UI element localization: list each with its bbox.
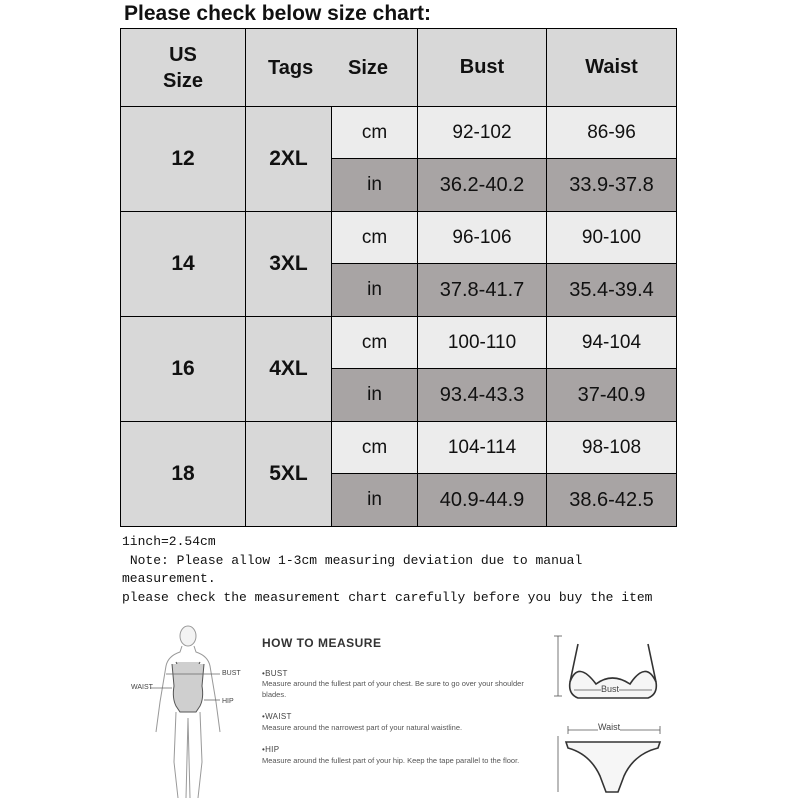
waist-cell: 94-104 bbox=[547, 317, 677, 369]
header-tags: Tags bbox=[268, 57, 314, 79]
tag-cell: 3XL bbox=[246, 212, 332, 317]
figure-bust-label: BUST bbox=[222, 670, 241, 677]
check-note: please check the measurement chart carefully before you buy the item bbox=[122, 589, 653, 605]
waist-cell: 98-108 bbox=[547, 422, 677, 474]
unit-cell: in bbox=[332, 369, 418, 422]
diagram-bust-label: Bust bbox=[601, 684, 620, 694]
unit-cell: cm bbox=[332, 317, 418, 369]
unit-cell: in bbox=[332, 474, 418, 527]
table-row bbox=[121, 317, 677, 369]
bust-cell: 36.2-40.2 bbox=[418, 159, 547, 212]
waist-cell: 86-96 bbox=[547, 107, 677, 159]
us-size-cell: 18 bbox=[121, 422, 246, 527]
tag-cell: 4XL bbox=[246, 317, 332, 422]
tag-cell: 2XL bbox=[246, 107, 332, 212]
waist-cell: 38.6-42.5 bbox=[547, 474, 677, 527]
figure-waist-label: WAIST bbox=[131, 684, 153, 691]
hip-heading: •HIP bbox=[262, 745, 280, 754]
diagram-waist-label: Waist bbox=[598, 722, 621, 732]
hip-description: Measure around the fullest part of your hip. Keep the tape parallel to the floor. bbox=[262, 756, 520, 765]
figure-hip-label: HIP bbox=[222, 698, 234, 705]
header-bust: Bust bbox=[418, 29, 547, 107]
waist-cell: 90-100 bbox=[547, 212, 677, 264]
page-title: Please check below size chart: bbox=[124, 2, 431, 25]
bust-cell: 37.8-41.7 bbox=[418, 264, 547, 317]
bust-cell: 92-102 bbox=[418, 107, 547, 159]
header-tags-size bbox=[246, 29, 418, 107]
bust-cell: 40.9-44.9 bbox=[418, 474, 547, 527]
how-to-measure-title: HOW TO MEASURE bbox=[262, 636, 382, 650]
us-size-cell: 14 bbox=[121, 212, 246, 317]
waist-description: Measure around the narrowest part of your natural waistline. bbox=[262, 723, 463, 732]
unit-cell: in bbox=[332, 159, 418, 212]
table-row bbox=[121, 422, 677, 474]
header-us-size-line2: Size bbox=[162, 69, 204, 92]
header-waist: Waist bbox=[547, 29, 677, 107]
header-us-size bbox=[121, 29, 246, 107]
unit-cell: cm bbox=[332, 107, 418, 159]
bust-heading: •BUST bbox=[262, 669, 288, 678]
unit-cell: in bbox=[332, 264, 418, 317]
notes-block bbox=[122, 533, 682, 607]
bust-cell: 104-114 bbox=[418, 422, 547, 474]
waist-cell: 33.9-37.8 bbox=[547, 159, 677, 212]
body-figure-illustration bbox=[120, 622, 260, 800]
bust-cell: 100-110 bbox=[418, 317, 547, 369]
size-chart-table bbox=[120, 28, 677, 527]
table-row bbox=[121, 212, 677, 264]
tag-cell: 5XL bbox=[246, 422, 332, 527]
unit-cell: cm bbox=[332, 422, 418, 474]
bust-cell: 93.4-43.3 bbox=[418, 369, 547, 422]
header-us-size-line1: US bbox=[169, 43, 197, 66]
waist-cell: 37-40.9 bbox=[547, 369, 677, 422]
waist-cell: 35.4-39.4 bbox=[547, 264, 677, 317]
bust-cell: 96-106 bbox=[418, 212, 547, 264]
waist-heading: •WAIST bbox=[262, 712, 292, 721]
us-size-cell: 16 bbox=[121, 317, 246, 422]
bra-diagram bbox=[548, 632, 678, 712]
bust-description: Measure around the fullest part of your chest. Be sure to go over your shoulder blades. bbox=[262, 679, 524, 699]
us-size-cell: 12 bbox=[121, 107, 246, 212]
conversion-note: 1inch=2.54cm bbox=[122, 534, 216, 549]
table-header-row bbox=[121, 29, 677, 107]
deviation-note: Note: Please allow 1-3cm measuring deviation due to manual measurement. bbox=[122, 552, 591, 586]
table-row bbox=[121, 107, 677, 159]
header-size: Size bbox=[348, 57, 389, 79]
unit-cell: cm bbox=[332, 212, 418, 264]
